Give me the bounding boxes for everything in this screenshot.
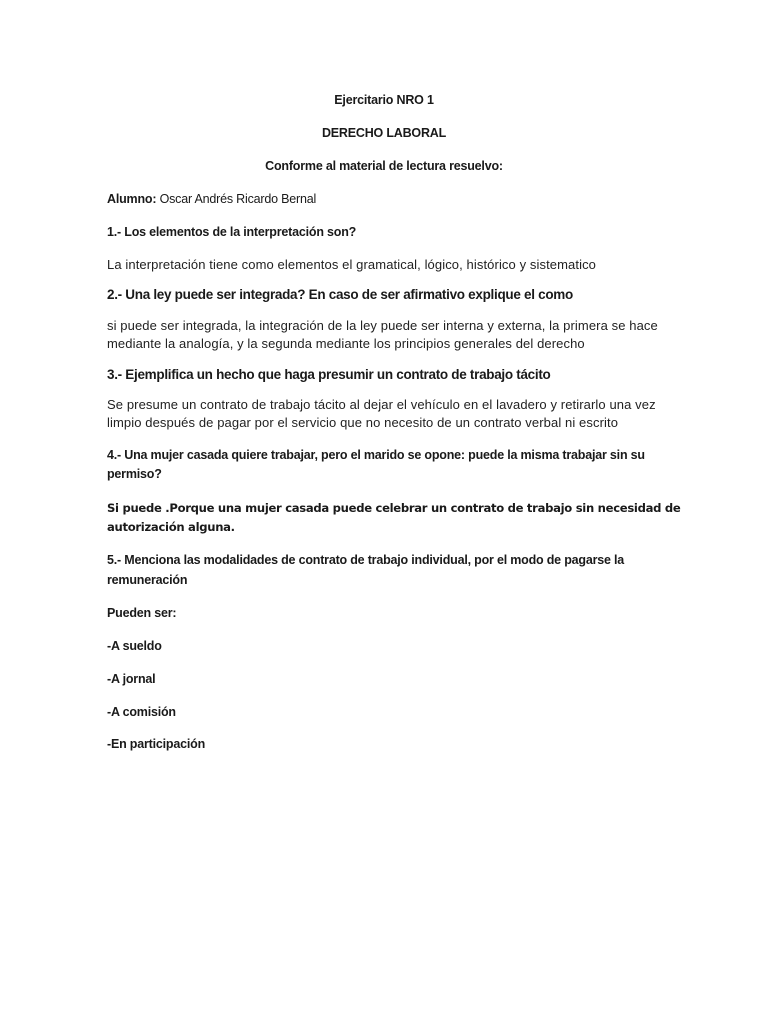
question-1: 1.- Los elementos de la interpretación son? [107, 225, 357, 239]
answer-2-line-1: si puede ser integrada, la integración de la ley puede ser interna y externa, la primera se hace [107, 318, 658, 333]
answer-5-item: -A sueldo [107, 639, 162, 653]
document-intro: Conforme al material de lectura resuelvo: [265, 159, 503, 173]
document-title: Ejercitario NRO 1 [334, 93, 434, 107]
answer-5-intro: Pueden ser: [107, 606, 177, 620]
answer-1: La interpretación tiene como elementos el gramatical, lógico, histórico y sistematico [107, 257, 597, 272]
document-subject: DERECHO LABORAL [321, 126, 447, 140]
answer-5-item: -A jornal [107, 672, 156, 686]
student-name: Oscar Andrés Ricardo Bernal [159, 192, 317, 206]
question-3: 3.- Ejemplifica un hecho que haga presumir un contrato de trabajo tácito [107, 367, 551, 382]
answer-5-item: -En participación [107, 737, 206, 751]
answer-2-line-2: mediante la analogía, y la segunda mediante los principios generales del derecho [107, 336, 585, 351]
question-4-line-1: 4.- Una mujer casada quiere trabajar, pero el marido se opone: puede la misma trabajar sin su [107, 448, 645, 462]
question-5-line-2: remuneración [107, 573, 188, 587]
answer-3-line-1: Se presume un contrato de trabajo tácito al dejar el vehículo en el lavadero y retirarlo una vez [107, 397, 656, 412]
question-5-line-1: 5.- Menciona las modalidades de contrato de trabajo individual, por el modo de pagarse la [107, 553, 625, 567]
answer-4-line-1: Si puede .Porque una mujer casada puede celebrar un contrato de trabajo sin necesidad de [107, 501, 681, 515]
answer-4-line-2: autorización alguna. [107, 520, 235, 534]
question-2: 2.- Una ley puede ser integrada? En caso de ser afirmativo explique el como [107, 287, 573, 302]
student-label: Alumno: [107, 192, 157, 206]
question-4-line-2: permiso? [107, 467, 162, 481]
answer-3-line-2: limpio después de pagar por el servicio que no necesito de un contrato verbal ni escrito [107, 415, 619, 430]
answer-5-item: -A comisión [107, 705, 176, 719]
student-line [107, 192, 316, 206]
